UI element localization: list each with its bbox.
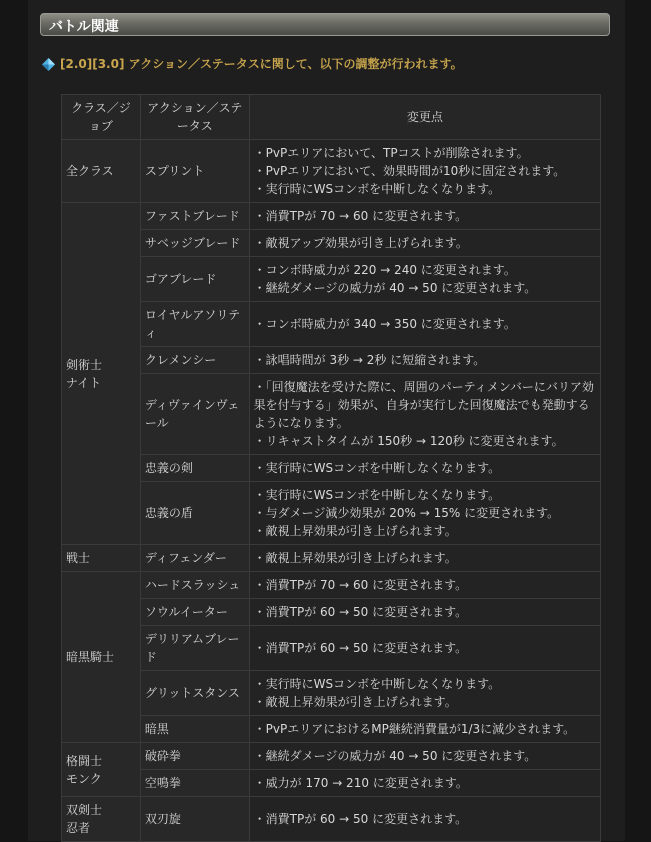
changes-table	[61, 94, 601, 842]
table-row	[62, 626, 601, 671]
table-row	[62, 347, 601, 374]
changes-cell	[249, 626, 600, 671]
action-cell: 忠義の盾	[140, 482, 249, 545]
table-row	[62, 599, 601, 626]
action-cell: デリリアムブレード	[140, 626, 249, 671]
change-line: ・実行時にWSコンボを中断しなくなります。	[253, 461, 501, 475]
change-line: ・PvPエリアにおけるMP継続消費量が1/3に減少されます。	[253, 722, 576, 736]
change-line: ・PvPエリアにおいて、TPコストが削除されます。	[253, 146, 529, 160]
table-row	[62, 671, 601, 716]
table-row	[62, 716, 601, 743]
table-row	[62, 203, 601, 230]
action-cell: ゴアブレード	[140, 257, 249, 302]
change-line: ・敵視上昇効果が引き上げられます。	[253, 695, 457, 709]
changes-cell	[249, 230, 600, 257]
change-line: ・消費TPが 70 → 60 に変更されます。	[253, 578, 468, 592]
action-cell: ハードスラッシュ	[140, 572, 249, 599]
change-line: ・消費TPが 60 → 50 に変更されます。	[253, 812, 468, 826]
job-cell: 剣術士 ナイト	[62, 203, 141, 545]
changes-cell	[249, 257, 600, 302]
action-cell: 暗黒	[140, 716, 249, 743]
action-cell: クレメンシー	[140, 347, 249, 374]
table-row	[62, 302, 601, 347]
table-row	[62, 374, 601, 455]
changes-cell	[249, 599, 600, 626]
table-row	[62, 545, 601, 572]
table-row	[62, 743, 601, 770]
header-action: アクション／ステータス	[140, 95, 249, 140]
change-line: ・「回復魔法を受けた際に、周囲のパーティメンバーにバリア効果を付与する」効果が、自身が実行した回復魔法でも発動するようになります。	[253, 380, 594, 430]
change-line: ・消費TPが 60 → 50 に変更されます。	[253, 641, 468, 655]
change-line: ・コンボ時威力が 220 → 240 に変更されます。	[253, 263, 516, 277]
action-cell: ディヴァインヴェール	[140, 374, 249, 455]
change-line: ・敵視アップ効果が引き上げられます。	[253, 236, 468, 250]
table-row	[62, 482, 601, 545]
changes-cell	[249, 347, 600, 374]
table-row	[62, 140, 601, 203]
table-row	[62, 230, 601, 257]
changes-cell	[249, 545, 600, 572]
action-cell: ソウルイーター	[140, 599, 249, 626]
changes-cell	[249, 743, 600, 770]
action-cell: ファストブレード	[140, 203, 249, 230]
change-line: ・敵視上昇効果が引き上げられます。	[253, 524, 457, 538]
table-row	[62, 770, 601, 797]
changes-cell	[249, 140, 600, 203]
changes-cell	[249, 203, 600, 230]
change-line: ・実行時にWSコンボを中断しなくなります。	[253, 488, 501, 502]
change-line: ・消費TPが 70 → 60 に変更されます。	[253, 209, 468, 223]
change-line: ・PvPエリアにおいて、効果時間が10秒に固定されます。	[253, 164, 566, 178]
change-line: ・与ダメージ減少効果が 20% → 15% に変更されます。	[253, 506, 560, 520]
change-line: ・威力が 170 → 210 に変更されます。	[253, 776, 468, 790]
table-row	[62, 797, 601, 842]
diamond-icon	[42, 58, 55, 71]
changes-cell	[249, 770, 600, 797]
action-cell: 空鳴拳	[140, 770, 249, 797]
change-line: ・継続ダメージの威力が 40 → 50 に変更されます。	[253, 281, 537, 295]
change-line: ・敵視上昇効果が引き上げられます。	[253, 551, 457, 565]
changes-cell	[249, 671, 600, 716]
table-row	[62, 572, 601, 599]
changes-cell	[249, 482, 600, 545]
action-cell: ロイヤルアソリティ	[140, 302, 249, 347]
action-cell: スプリント	[140, 140, 249, 203]
notice	[42, 54, 602, 74]
action-cell: 忠義の剣	[140, 455, 249, 482]
header-job: クラス／ジョブ	[62, 95, 141, 140]
change-line: ・詠唱時間が 3秒 → 2秒 に短縮されます。	[253, 353, 486, 367]
action-cell: 破砕拳	[140, 743, 249, 770]
change-line: ・リキャストタイムが 150秒 → 120秒 に変更されます。	[253, 434, 564, 448]
change-line: ・実行時にWSコンボを中断しなくなります。	[253, 182, 501, 196]
action-cell: グリットスタンス	[140, 671, 249, 716]
section-header	[40, 13, 610, 36]
job-cell: 全クラス	[62, 140, 141, 203]
change-line: ・継続ダメージの威力が 40 → 50 に変更されます。	[253, 749, 537, 763]
action-cell: 双刃旋	[140, 797, 249, 842]
notice-text: [2.0][3.0] アクション／ステータスに関して、以下の調整が行われます。	[60, 57, 463, 71]
job-cell: 双剣士 忍者	[62, 797, 141, 842]
changes-cell	[249, 716, 600, 743]
section-title: バトル関連	[49, 19, 119, 35]
job-cell: 格闘士 モンク	[62, 743, 141, 797]
job-cell: 戦士	[62, 545, 141, 572]
job-cell: 暗黒騎士	[62, 572, 141, 743]
change-line: ・コンボ時威力が 340 → 350 に変更されます。	[253, 317, 516, 331]
table-header-row	[62, 95, 601, 140]
change-line: ・消費TPが 60 → 50 に変更されます。	[253, 605, 468, 619]
changes-cell	[249, 374, 600, 455]
changes-cell	[249, 455, 600, 482]
table-row	[62, 455, 601, 482]
changes-cell	[249, 302, 600, 347]
table-row	[62, 257, 601, 302]
header-changes: 変更点	[249, 95, 600, 140]
changes-cell	[249, 572, 600, 599]
changes-cell	[249, 797, 600, 842]
action-cell: ディフェンダー	[140, 545, 249, 572]
change-line: ・実行時にWSコンボを中断しなくなります。	[253, 677, 501, 691]
action-cell: サベッジブレード	[140, 230, 249, 257]
